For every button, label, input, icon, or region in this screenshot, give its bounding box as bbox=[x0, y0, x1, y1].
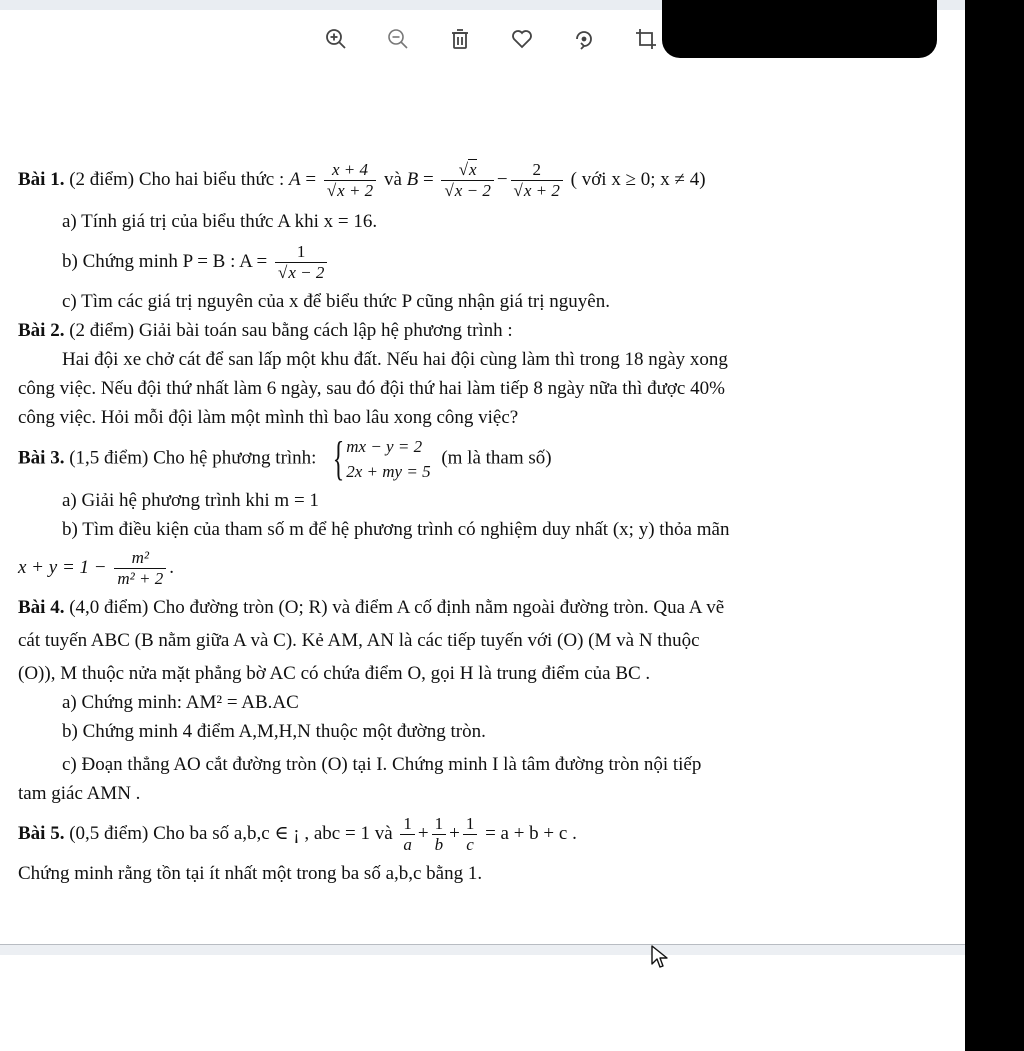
b1-a: a) Tính giá trị của biểu thức A khi x = 16. bbox=[62, 211, 378, 232]
b3-head bbox=[18, 434, 948, 484]
b3-title: Bài 3. bbox=[18, 447, 65, 469]
b1-title: Bài 1. bbox=[18, 168, 65, 190]
rotate-button[interactable] bbox=[566, 22, 602, 56]
viewer-toolbar bbox=[318, 22, 664, 56]
b1-intro: (2 điểm) Cho hai biểu thức : bbox=[69, 168, 285, 190]
b4-a: a) Chứng minh: AM² = AB.AC bbox=[62, 692, 299, 713]
b4-c2: tam giác AMN . bbox=[18, 783, 141, 804]
b4-title: Bài 4. bbox=[18, 597, 65, 618]
b2-title: Bài 2. bbox=[18, 320, 65, 341]
b4-line-1: Bài 4. (4,0 điểm) Cho đường tròn (O; R) và điểm A cố định nằm ngoài đường tròn. Qua A vẽ bbox=[18, 597, 725, 618]
b3-b: b) Tìm điều kiện của tham số m để hệ phương trình có nghiệm duy nhất (x; y) thỏa mãn bbox=[62, 519, 730, 540]
zoom-in-icon bbox=[324, 27, 348, 51]
b3-param: (m là tham số) bbox=[441, 447, 552, 469]
b4-line-3: (O)), M thuộc nửa mặt phẳng bờ AC có chứa điểm O, gọi H là trung điểm của BC . bbox=[18, 663, 651, 684]
zoom-out-button[interactable] bbox=[380, 22, 416, 56]
b2-line-3: công việc. Hỏi mỗi đội làm một mình thì bao lâu xong công việc? bbox=[18, 407, 519, 428]
exam-document bbox=[18, 160, 948, 888]
b2-line-1: Hai đội xe chở cát để san lấp một khu đất. Nếu hai đội cùng làm thì trong 18 ngày xong bbox=[62, 349, 728, 370]
zoom-in-button[interactable] bbox=[318, 22, 354, 56]
b3-condition: x + y = 1 − $\frac{\text{m²}}{\text{m² + 2}}$ . bbox=[18, 548, 174, 588]
b3-a: a) Giải hệ phương trình khi m = 1 bbox=[62, 490, 319, 511]
b3-eq1: mx − y = 2 bbox=[346, 437, 423, 456]
b2-line-2: công việc. Nếu đội thứ nhất làm 6 ngày, sau đó đội thứ hai làm tiếp 8 ngày nữa thì được 40% bbox=[18, 378, 725, 399]
b5-title: Bài 5. bbox=[18, 822, 65, 844]
delete-button[interactable] bbox=[442, 22, 478, 56]
b1-va: và bbox=[383, 168, 402, 190]
b3-system: { mx − y = 2 2x + my = 5 bbox=[332, 432, 431, 485]
b3-frac: $\frac{\text{m²}}{\text{m² + 2}}$ bbox=[114, 548, 166, 589]
b1-frac-A: $\frac{x + 4}{√x + 2}$ bbox=[324, 160, 376, 201]
b2-head bbox=[18, 316, 948, 345]
b3-intro: (1,5 điểm) Cho hệ phương trình: bbox=[69, 447, 317, 469]
b5-line-2: Chứng minh rằng tồn tại ít nhất một trong ba số a,b,c bằng 1. bbox=[18, 863, 483, 884]
favorite-button[interactable] bbox=[504, 22, 540, 56]
trash-icon bbox=[448, 27, 472, 51]
b5-line-1: Bài 5. (0,5 điểm) Cho ba số a,b,c ∈ ¡ , abc = 1 và $\frac{1}{a}$ + $\frac{1}{b}$ + $\frac{1}{c}$ = a + b + c . bbox=[18, 814, 577, 854]
bottom-strip bbox=[0, 945, 965, 955]
crop-icon bbox=[634, 27, 658, 51]
zoom-out-icon bbox=[386, 27, 410, 51]
b3-eq2: 2x + my = 5 bbox=[346, 462, 431, 481]
b1-frac-B1: $\frac{√x}{√x - 2}$ bbox=[441, 160, 493, 201]
black-overlay bbox=[662, 0, 937, 58]
b4-line-2: cát tuyến ABC (B nằm giữa A và C). Kẻ AM, AN là các tiếp tuyến với (O) (M và N thuộc bbox=[18, 630, 700, 651]
b1-c: c) Tìm các giá trị nguyên của x để biểu thức P cũng nhận giá trị nguyên. bbox=[62, 291, 610, 312]
b1-frac-P: $\frac{1}{√x - 2}$ bbox=[275, 242, 327, 283]
crop-button[interactable] bbox=[628, 22, 664, 56]
rotate-icon bbox=[572, 27, 596, 51]
right-black-bar bbox=[965, 0, 1024, 1051]
mouse-cursor-icon bbox=[650, 944, 670, 970]
b2-intro: (2 điểm) Giải bài toán sau bằng cách lập hệ phương trình : bbox=[69, 320, 513, 341]
b1-condition: ( với x ≥ 0; x ≠ 4) bbox=[570, 168, 706, 190]
heart-icon bbox=[510, 27, 534, 51]
b1-frac-B2: $\frac{2}{√x + 2}$ bbox=[511, 160, 563, 201]
b4-c1: c) Đoạn thẳng AO cắt đường tròn (O) tại I. Chứng minh I là tâm đường tròn nội tiếp bbox=[62, 754, 702, 775]
b1-b: b) Chứng minh P = B : A = $\frac{1}{√x - 2}$ bbox=[18, 242, 948, 283]
b1-line-1: Bài 1. (2 điểm) Cho hai biểu thức : A = $\frac{x + 4}{√x + 2}$ và B = $\frac{√x}{√x - 2}$ − $\frac{2}{√x + 2}$ ( với x ≥ 0; x ≠ 4) bbox=[18, 160, 706, 200]
b4-b: b) Chứng minh 4 điểm A,M,H,N thuộc một đường tròn. bbox=[62, 721, 486, 742]
